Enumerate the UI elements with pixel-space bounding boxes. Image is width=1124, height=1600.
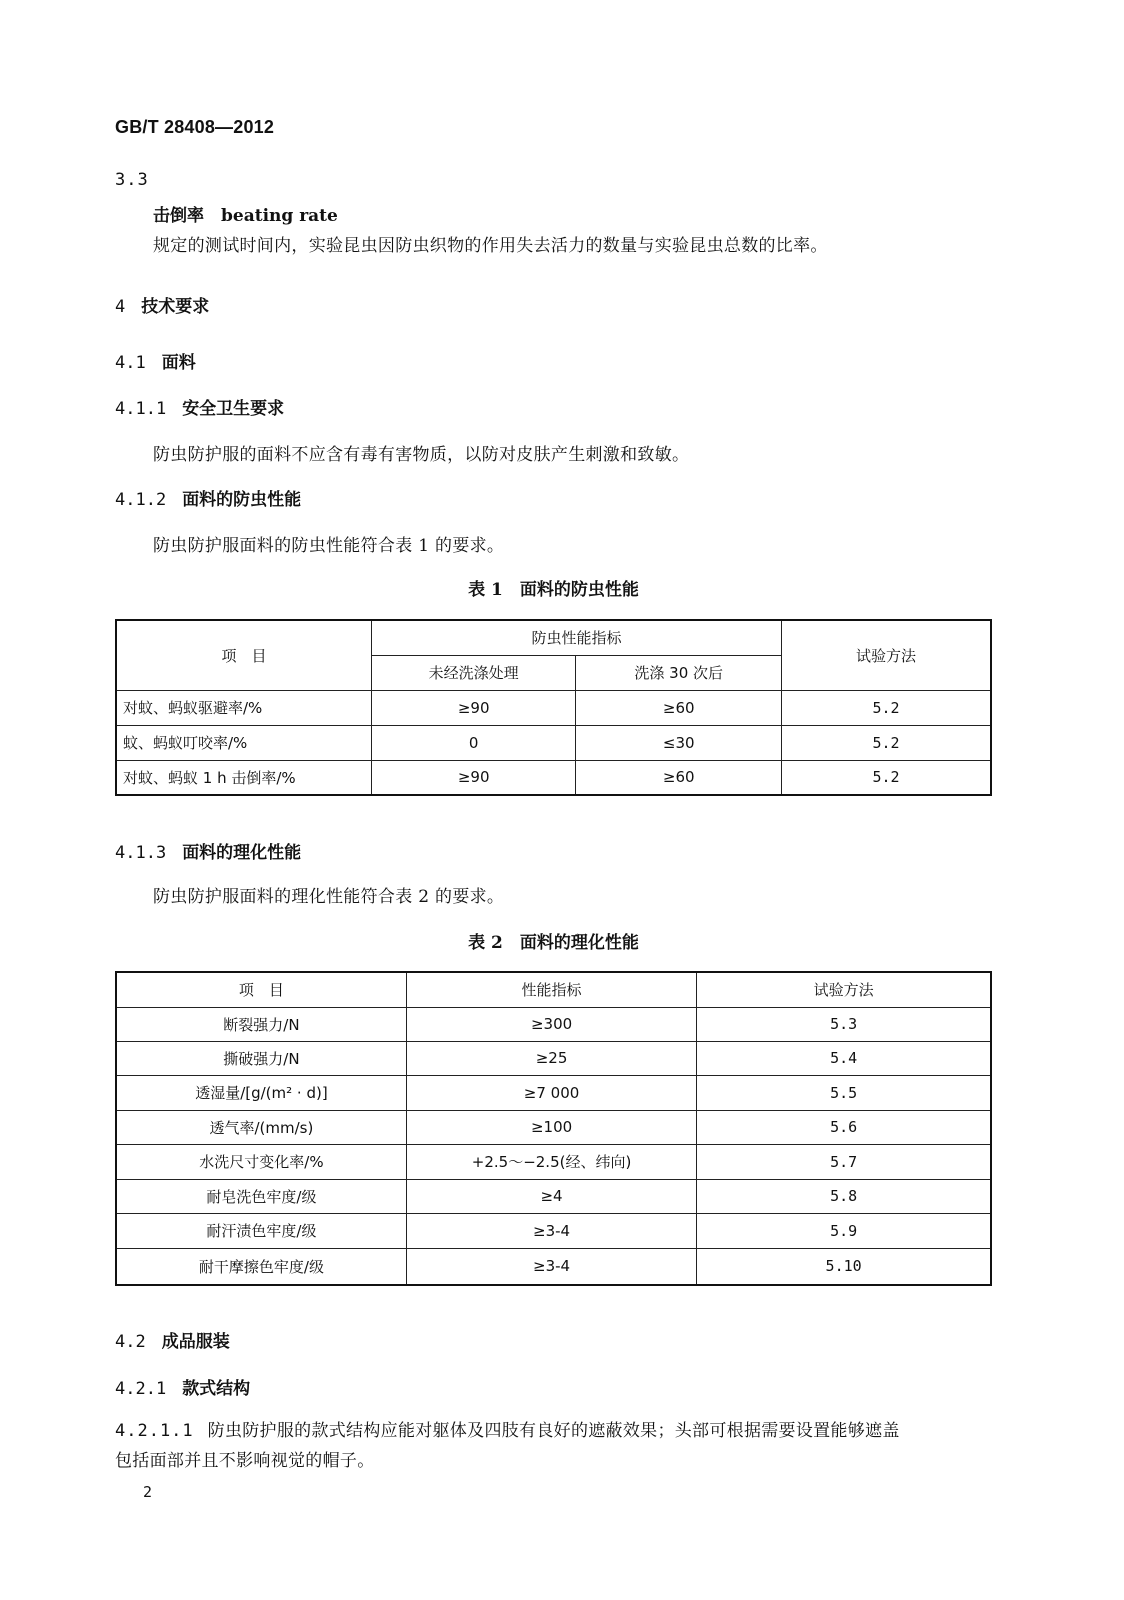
clause-title: 安全卫生要求 xyxy=(182,399,285,419)
cell-item: 撕破强力/N xyxy=(116,1041,406,1075)
clause-4-2-1-1-line1 xyxy=(115,1416,900,1441)
cell-value: ≥300 xyxy=(406,1007,696,1041)
table-row xyxy=(116,1041,991,1075)
cell-item: 透湿量/[g/(m² · d)] xyxy=(116,1075,406,1110)
cell-item: 对蚊、蚂蚁驱避率/% xyxy=(116,690,371,725)
cell-value-unwashed: 0 xyxy=(371,725,576,760)
table-header-group: 防虫性能指标 xyxy=(371,620,781,655)
cell-method: 5.4 xyxy=(697,1041,991,1075)
cell-value: ≥4 xyxy=(406,1179,696,1213)
table-row xyxy=(116,760,991,795)
cell-item: 透气率/(mm/s) xyxy=(116,1110,406,1144)
cell-method: 5.2 xyxy=(781,725,991,760)
table-header-item: 项 目 xyxy=(116,620,371,690)
clause-number: 4.2.1.1 xyxy=(115,1421,194,1441)
table-2 xyxy=(115,971,992,1286)
cell-value-unwashed: ≥90 xyxy=(371,760,576,795)
clause-number: 4.1 xyxy=(115,353,146,373)
cell-method: 5.3 xyxy=(697,1007,991,1041)
clause-title: 技术要求 xyxy=(141,297,210,317)
cell-value: ≥25 xyxy=(406,1041,696,1075)
clause-number: 4.2.1 xyxy=(115,1379,167,1399)
cell-method: 5.9 xyxy=(697,1213,991,1248)
page-number: 2 xyxy=(143,1483,153,1501)
table-1 xyxy=(115,619,992,796)
cell-value-washed: ≤30 xyxy=(576,725,782,760)
cell-item: 断裂强力/N xyxy=(116,1007,406,1041)
cell-value-washed: ≥60 xyxy=(576,690,782,725)
clause-4-1-1-heading xyxy=(115,394,284,419)
cell-method: 5.7 xyxy=(697,1144,991,1179)
cell-value: ≥100 xyxy=(406,1110,696,1144)
cell-value-unwashed: ≥90 xyxy=(371,690,576,725)
cell-item: 耐皂洗色牢度/级 xyxy=(116,1179,406,1213)
cell-value: ≥3-4 xyxy=(406,1248,696,1285)
table-header-value: 性能指标 xyxy=(406,972,696,1007)
cell-method: 5.6 xyxy=(697,1110,991,1144)
table-1-caption: 表 1 面料的防虫性能 xyxy=(468,580,639,600)
standard-number: GB/T 28408—2012 xyxy=(115,117,275,137)
cell-value: ≥7 000 xyxy=(406,1075,696,1110)
table-header-method: 试验方法 xyxy=(697,972,991,1007)
table-row xyxy=(116,1213,991,1248)
clause-4-2-heading xyxy=(115,1327,230,1352)
clause-4-1-2-heading xyxy=(115,485,301,510)
table-row xyxy=(116,1075,991,1110)
table-header-item: 项 目 xyxy=(116,972,406,1007)
clause-title: 面料的理化性能 xyxy=(182,843,302,863)
cell-item: 耐汗渍色牢度/级 xyxy=(116,1213,406,1248)
cell-value-washed: ≥60 xyxy=(576,760,782,795)
clause-4-heading xyxy=(115,292,209,317)
clause-number: 4.1.3 xyxy=(115,843,167,863)
clause-title: 面料的防虫性能 xyxy=(182,490,302,510)
table-row xyxy=(116,1110,991,1144)
table-row xyxy=(116,690,991,725)
table-header-method: 试验方法 xyxy=(781,620,991,690)
term-definition: 规定的测试时间内，实验昆虫因防虫织物的作用失去活力的数量与实验昆虫总数的比率。 xyxy=(153,236,828,256)
clause-number: 4.2 xyxy=(115,1332,146,1352)
clause-4-1-3-heading xyxy=(115,838,301,863)
clause-4-2-1-1-line2: 包括面部并且不影响视觉的帽子。 xyxy=(115,1451,375,1471)
cell-item: 蚊、蚂蚁叮咬率/% xyxy=(116,725,371,760)
clause-3-3-number: 3.3 xyxy=(115,170,149,190)
cell-value: +2.5～−2.5(经、纬向) xyxy=(406,1144,696,1179)
table-row xyxy=(116,1007,991,1041)
cell-method: 5.10 xyxy=(697,1248,991,1285)
clause-text: 防虫防护服的款式结构应能对躯体及四肢有良好的遮蔽效果；头部可根据需要设置能够遮盖 xyxy=(207,1421,900,1441)
clause-4-1-3-text: 防虫防护服面料的理化性能符合表 2 的要求。 xyxy=(153,887,505,907)
table-row xyxy=(116,1248,991,1285)
clause-4-1-1-text: 防虫防护服的面料不应含有毒有害物质，以防对皮肤产生刺激和致敏。 xyxy=(153,445,690,465)
clause-number: 4.1.2 xyxy=(115,490,167,510)
clause-number: 4.1.1 xyxy=(115,399,167,419)
clause-4-1-heading xyxy=(115,348,196,373)
clause-4-2-1-heading xyxy=(115,1374,250,1399)
table-row xyxy=(116,1179,991,1213)
clause-title: 面料 xyxy=(161,353,196,373)
table-row xyxy=(116,1144,991,1179)
cell-value: ≥3-4 xyxy=(406,1213,696,1248)
clause-title: 成品服装 xyxy=(161,1332,230,1352)
table-row xyxy=(116,725,991,760)
cell-item: 耐干摩擦色牢度/级 xyxy=(116,1248,406,1285)
clause-4-1-2-text: 防虫防护服面料的防虫性能符合表 1 的要求。 xyxy=(153,536,505,556)
clause-title: 款式结构 xyxy=(182,1379,251,1399)
cell-method: 5.2 xyxy=(781,690,991,725)
table-2-caption: 表 2 面料的理化性能 xyxy=(468,933,639,953)
cell-method: 5.8 xyxy=(697,1179,991,1213)
term-beating-rate: 击倒率 beating rate xyxy=(153,206,338,226)
clause-number: 4 xyxy=(115,297,126,317)
table-header-unwashed: 未经洗涤处理 xyxy=(371,655,576,690)
cell-item: 对蚊、蚂蚁 1 h 击倒率/% xyxy=(116,760,371,795)
table-header-washed: 洗涤 30 次后 xyxy=(576,655,782,690)
cell-method: 5.2 xyxy=(781,760,991,795)
cell-item: 水洗尺寸变化率/% xyxy=(116,1144,406,1179)
cell-method: 5.5 xyxy=(697,1075,991,1110)
